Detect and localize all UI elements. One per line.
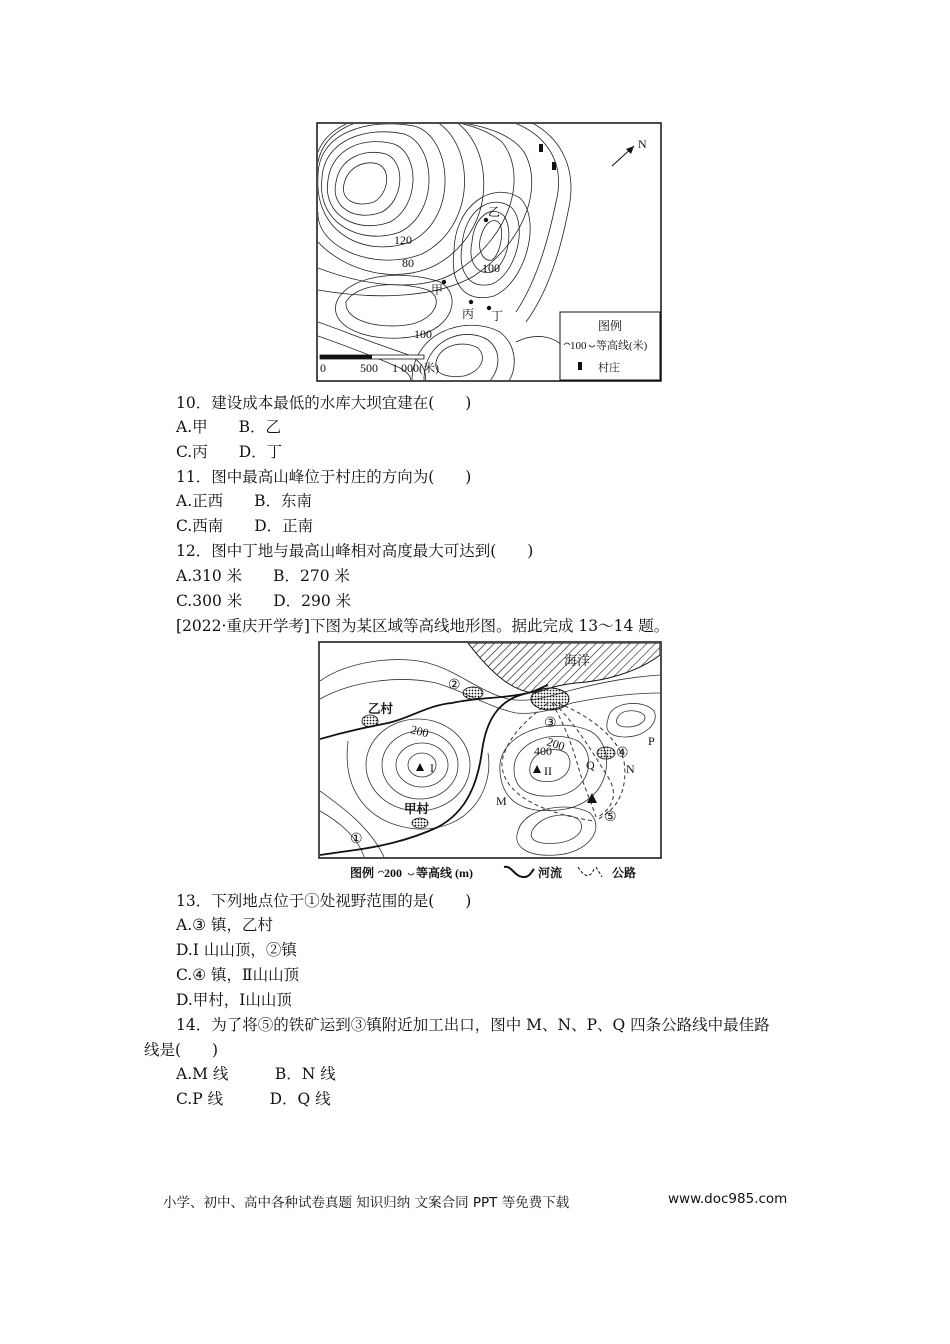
legend-village-label: 村庄 — [598, 362, 620, 374]
question-10: 10．建设成本最低的水库大坝宜建在( ) — [176, 394, 472, 412]
q11-options-ab: A.正西 B．东南 — [176, 492, 313, 510]
q10-options-ab: A.甲 B．乙 — [176, 418, 282, 436]
legend-contour-label: 等高线(米) — [596, 340, 648, 352]
yicun-label: 乙村 — [368, 702, 394, 716]
north-label: N — [638, 137, 647, 151]
site-1-label: ① — [350, 832, 363, 847]
label-jia: 甲 — [431, 283, 444, 297]
q12-options-cd: C.300 米 D．290 米 — [176, 592, 352, 610]
contour-label-100: 100 — [414, 327, 432, 341]
question-14-cont: 线是( ) — [144, 1041, 219, 1059]
village-marker — [552, 162, 556, 170]
legend-contour-value: 200 — [384, 866, 402, 880]
legend-title: 图例 — [598, 319, 623, 333]
footer-text: 小学、初中、高中各种试卷真题 知识归纳 文案合同 PPT 等免费下载 — [163, 1195, 570, 1211]
legend-village-icon — [578, 362, 582, 370]
ocean-label: 海洋 — [564, 653, 591, 668]
q11-options-cd: C.西南 D．正南 — [176, 517, 314, 535]
contour-label-400: 400 — [534, 744, 552, 758]
label-yi: 乙 — [488, 205, 501, 219]
village-marker — [539, 144, 543, 152]
site-4-label: ④ — [616, 746, 629, 761]
label-bing: 丙 — [462, 307, 475, 321]
town-4 — [597, 747, 615, 759]
contour-map-2 — [318, 641, 662, 885]
contour-label-100: 100 — [482, 261, 500, 275]
q13-option-b: D.Ⅰ 山山顶，②镇 — [176, 941, 297, 959]
q10-options-cd: C.丙 D．丁 — [176, 443, 283, 461]
contour-label-80: 80 — [402, 256, 414, 270]
q13-option-a: A.③ 镇，乙村 — [176, 916, 273, 934]
footer-link[interactable]: www.doc985.com — [668, 1191, 788, 1207]
question-12: 12．图中丁地与最高山峰相对高度最大可达到( ) — [176, 542, 534, 560]
question-11: 11．图中最高山峰位于村庄的方向为( ) — [176, 468, 472, 486]
legend-contour-value: 100 — [570, 340, 587, 352]
q14-options-cd: C.P 线 D．Q 线 — [176, 1090, 331, 1108]
jiacun-label: 甲村 — [404, 802, 430, 816]
question-13: 13．下列地点位于①处视野范围的是( ) — [176, 892, 472, 910]
contour-label-200: 200 — [409, 722, 431, 741]
village-yi — [362, 715, 378, 727]
village-jia — [412, 818, 428, 828]
contour-map-1 — [316, 122, 662, 382]
site-5-label: ⑤ — [604, 810, 617, 825]
legend-road-icon — [578, 867, 602, 877]
q14-options-ab: A.M 线 B．N 线 — [176, 1065, 336, 1083]
question-14: 14．为了将⑤的铁矿运到③镇附近加工出口，图中 M、N、P、Q 四条公路线中最佳路 — [176, 1016, 770, 1034]
road-q-label: Q — [586, 758, 595, 772]
legend-contour-label: 等高线 (m) — [416, 866, 473, 880]
scale-label-0: 0 — [320, 361, 326, 375]
contour-label-200: 200 — [545, 734, 567, 754]
point-bing — [469, 300, 473, 304]
town-2 — [463, 687, 483, 699]
scale-label-1000: 1 000(米) — [392, 361, 439, 375]
map2-legend — [350, 865, 636, 880]
legend-river-label: 河流 — [538, 866, 563, 880]
town-3 — [531, 688, 569, 710]
road-n-label: N — [626, 762, 635, 776]
q12-options-ab: A.310 米 B．270 米 — [176, 567, 351, 585]
road-m-label: M — [496, 794, 507, 808]
map1-legend — [560, 312, 660, 380]
site-2-label: ② — [448, 678, 461, 693]
legend-river-icon — [504, 867, 534, 877]
legend-title: 图例 — [350, 866, 375, 880]
q13-option-c: C.④ 镇，Ⅱ山山顶 — [176, 966, 300, 984]
section-intro: [2022·重庆开学考]下图为某区域等高线地形图。据此完成 13～14 题。 — [176, 617, 670, 635]
q13-option-d: D.甲村，Ⅰ山山顶 — [176, 991, 292, 1009]
peak-1-label: I — [430, 761, 434, 775]
legend-road-label: 公路 — [612, 866, 637, 880]
scale-label-500: 500 — [360, 361, 378, 375]
contour-label-120: 120 — [394, 233, 412, 247]
road-p-label: P — [648, 734, 655, 748]
peak-2-label: II — [544, 764, 552, 778]
site-3-label: ③ — [544, 716, 557, 731]
label-ding: 丁 — [491, 309, 504, 323]
